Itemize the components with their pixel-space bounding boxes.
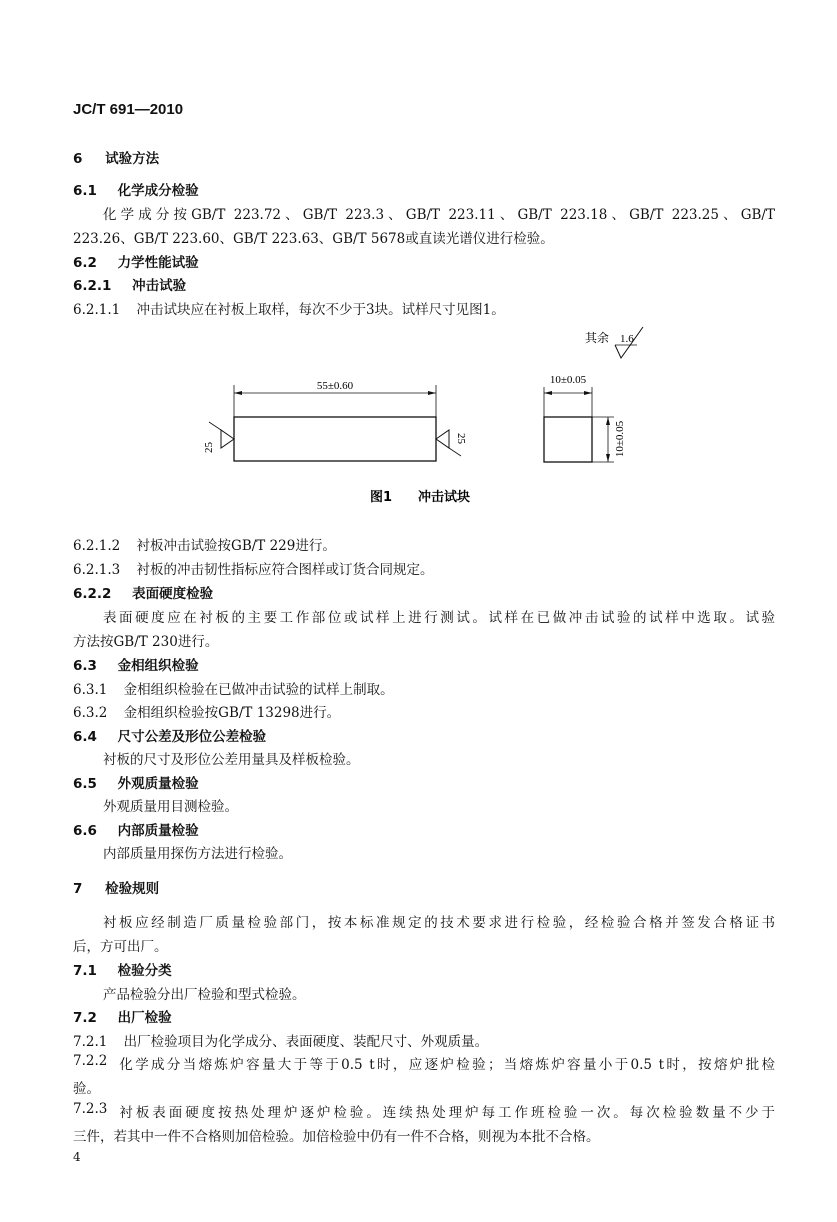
clause-number: 7.2.3 (73, 1101, 108, 1117)
specimen-side-view (544, 417, 592, 462)
standard-code: JC/T 691—2010 (73, 101, 184, 118)
section-7-2-3 (73, 1101, 775, 1121)
roughness-label: 其余 (585, 331, 610, 345)
end-roughness-left-value: 25 (203, 442, 215, 453)
section-title: 外观质量检验 (117, 776, 199, 792)
section-7-2-2 (73, 1053, 775, 1073)
section-6-1-line-1: 化学成分按GB/T 223.72、GB/T 223.3、GB/T 223.11、GB/T 223.18、GB/T 223.25、GB/T (103, 207, 775, 223)
section-6-3-1 (73, 678, 394, 698)
section-6-3-heading (73, 654, 199, 674)
section-title: 尺寸公差及形位公差检验 (117, 729, 267, 745)
figure-caption-title: 冲击试块 (418, 490, 471, 505)
section-number: 6 (73, 151, 83, 167)
section-number: 6.2.1 (73, 278, 112, 294)
section-title: 力学性能试验 (117, 255, 199, 271)
section-7-2-2-line-2: 验。 (73, 1081, 100, 1097)
section-7-heading (73, 877, 159, 897)
clause-text: 冲击试块应在衬板上取样，每次不少于3块。试样尺寸见图1。 (136, 302, 505, 318)
section-6-2-1-heading (73, 274, 186, 294)
section-number: 6.2.2 (73, 586, 112, 602)
roughness-value: 1.6 (620, 333, 634, 345)
clause-number: 7.2.1 (73, 1034, 108, 1050)
section-number: 6.3 (73, 658, 97, 674)
clause-text-line-1: 衬板表面硬度按热处理炉逐炉检验。连续热处理炉每工作班检验一次。每次检验数量不少于 (119, 1105, 775, 1121)
clause-text: 出厂检验项目为化学成分、表面硬度、装配尺寸、外观质量。 (123, 1034, 489, 1050)
section-6-2-1-3 (73, 558, 434, 578)
section-6-heading (73, 147, 159, 167)
figure-impact-specimen (190, 325, 670, 510)
end-roughness-left-leader (209, 422, 221, 430)
section-6-4-heading (73, 725, 266, 745)
section-title: 试验方法 (105, 151, 160, 167)
end-roughness-right-leader (449, 448, 461, 456)
section-6-2-2-line-1: 表面硬度应在衬板的主要工作部位或试样上进行测试。试样在已做冲击试验的试样中选取。试验 (103, 610, 775, 626)
clause-number: 6.3.1 (73, 682, 108, 698)
section-6-3-2 (73, 701, 340, 721)
section-6-1-line-2: 223.26、GB/T 223.60、GB/T 223.63、GB/T 5678或直读光谱仪进行检验。 (73, 231, 554, 247)
section-7-2-3-line-2: 三件，若其中一件不合格则加倍检验。加倍检验中仍有一件不合格，则视为本批不合格。 (73, 1129, 600, 1145)
section-6-4-text: 衬板的尺寸及形位公差用量具及样板检验。 (103, 752, 360, 768)
end-roughness-left-icon (221, 430, 234, 448)
section-6-6-text: 内部质量用探伤方法进行检验。 (103, 846, 292, 862)
clause-number: 6.2.1.3 (73, 562, 121, 578)
width-dimension-text: 10±0.05 (549, 374, 587, 386)
specimen-front-view (234, 417, 436, 461)
section-title: 金相组织检验 (117, 658, 199, 674)
section-6-2-2-heading (73, 582, 213, 602)
page-number: 4 (73, 1150, 81, 1164)
section-title: 表面硬度检验 (132, 586, 214, 602)
clause-text: 衬板冲击试验按GB/T 229进行。 (136, 538, 336, 554)
section-number: 6.4 (73, 729, 97, 745)
section-title: 检验分类 (117, 963, 172, 979)
clause-number: 6.2.1.2 (73, 538, 121, 554)
section-number: 6.5 (73, 776, 97, 792)
section-7-2-heading (73, 1006, 172, 1026)
section-7-line-2: 后，方可出厂。 (73, 939, 168, 955)
clause-text: 金相组织检验在已做冲击试验的试样上制取。 (123, 682, 394, 698)
length-dimension-text: 55±0.60 (316, 380, 354, 392)
section-number: 7.1 (73, 963, 97, 979)
clause-text: 金相组织检验按GB/T 13298进行。 (123, 705, 341, 721)
section-title: 内部质量检验 (117, 823, 199, 839)
section-number: 6.6 (73, 823, 97, 839)
section-6-2-heading (73, 251, 199, 271)
section-title: 化学成分检验 (117, 183, 199, 199)
section-6-1-heading (73, 179, 199, 199)
section-6-5-heading (73, 772, 199, 792)
section-7-1-heading (73, 959, 172, 979)
height-dimension-text: 10±0.05 (614, 420, 626, 458)
clause-number: 6.2.1.1 (73, 302, 121, 318)
clause-number: 6.3.2 (73, 705, 108, 721)
section-title: 出厂检验 (117, 1010, 172, 1026)
section-6-2-1-1 (73, 298, 505, 318)
section-number: 7.2 (73, 1010, 97, 1026)
section-title: 冲击试验 (132, 278, 187, 294)
section-number: 6.2 (73, 255, 97, 271)
clause-text: 衬板的冲击韧性指标应符合图样或订货合同规定。 (136, 562, 434, 578)
clause-text-line-1: 化学成分当熔炼炉容量大于等于0.5 t时，应逐炉检验；当熔炼炉容量小于0.5 t时，按熔炉批检 (119, 1057, 775, 1073)
section-7-line-1: 衬板应经制造厂质量检验部门，按本标准规定的技术要求进行检验，经检验合格并签发合格证书 (103, 915, 775, 931)
section-number: 6.1 (73, 183, 97, 199)
clause-number: 7.2.2 (73, 1053, 108, 1069)
section-6-5-text: 外观质量用目测检验。 (103, 799, 238, 815)
section-6-6-heading (73, 819, 199, 839)
section-7-1-text: 产品检验分出厂检验和型式检验。 (103, 987, 306, 1003)
end-roughness-right-icon (436, 430, 449, 448)
section-6-2-2-line-2: 方法按GB/T 230进行。 (73, 634, 219, 650)
section-7-2-1 (73, 1030, 488, 1050)
section-title: 检验规则 (105, 881, 160, 897)
section-6-2-1-2 (73, 534, 336, 554)
figure-caption-number: 图1 (370, 490, 393, 505)
section-number: 7 (73, 881, 83, 897)
end-roughness-right-value: 25 (455, 433, 467, 444)
